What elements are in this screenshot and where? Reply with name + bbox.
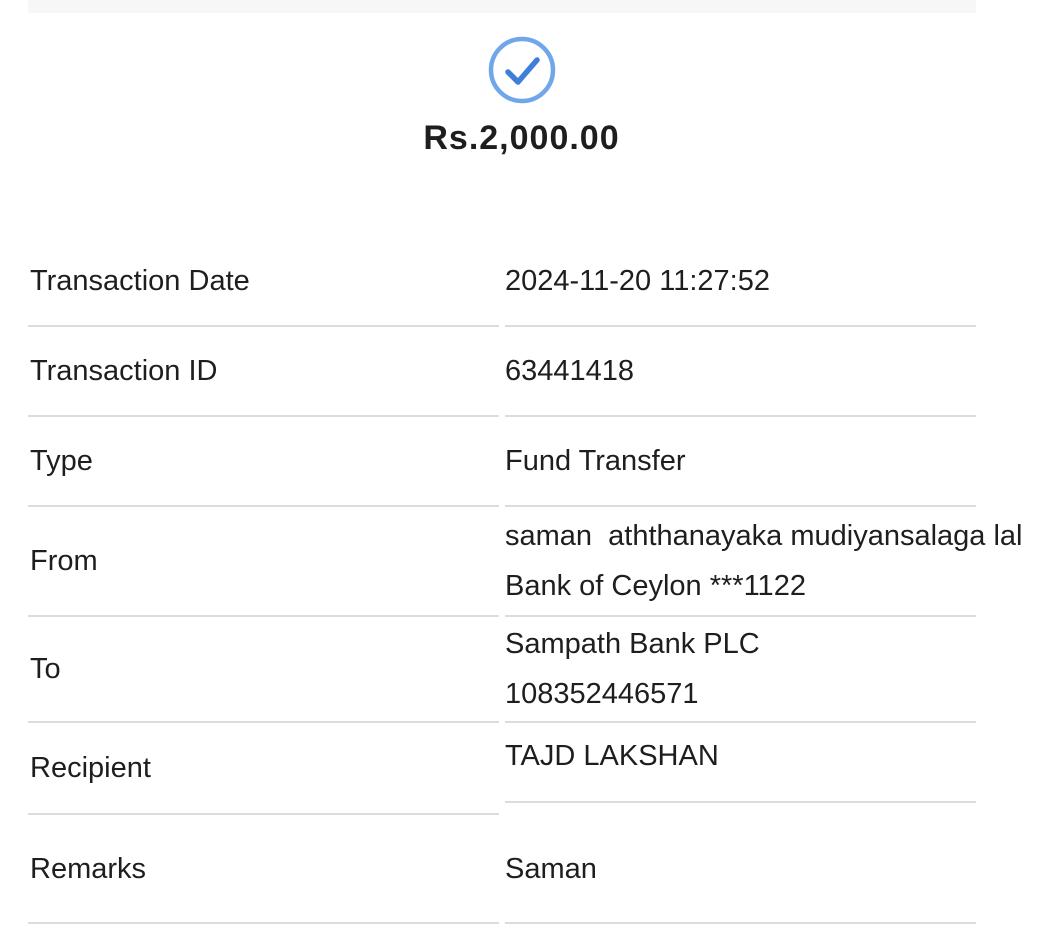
detail-row: [28, 617, 976, 723]
transaction-details-table: [28, 237, 1023, 924]
detail-value-line: saman aththanayaka mudiyansalaga lal: [505, 520, 1023, 552]
detail-value-line: 108352446571: [505, 678, 699, 710]
detail-value: [505, 507, 1023, 617]
detail-value: [505, 617, 976, 723]
detail-label: Transaction Date: [28, 237, 499, 327]
detail-value: [505, 417, 976, 507]
detail-value-line: Fund Transfer: [505, 445, 686, 477]
detail-row: [28, 815, 976, 924]
top-status-bar: [28, 0, 976, 13]
transaction-amount: Rs.2,000.00: [423, 119, 620, 157]
detail-label: Remarks: [28, 815, 499, 924]
detail-value-line: Bank of Ceylon ***1122: [505, 570, 806, 602]
detail-value-line: 2024-11-20 11:27:52: [505, 265, 770, 297]
detail-row: [28, 507, 1023, 617]
detail-value-line: TAJD LAKSHAN: [505, 740, 719, 772]
detail-value: [505, 327, 976, 417]
detail-value: [505, 711, 976, 803]
detail-row: [28, 327, 976, 417]
detail-label: Recipient: [28, 723, 499, 815]
detail-value-line: 63441418: [505, 355, 635, 387]
detail-value-line: Sampath Bank PLC: [505, 628, 760, 660]
detail-label: To: [28, 617, 499, 723]
detail-label: Transaction ID: [28, 327, 499, 417]
check-circle-icon: [487, 35, 557, 105]
detail-row: [28, 237, 976, 327]
detail-value: [505, 237, 976, 327]
detail-row: [28, 723, 976, 815]
detail-label: Type: [28, 417, 499, 507]
detail-value: [505, 815, 976, 924]
success-icon-container: [0, 35, 1043, 110]
detail-value-line: Saman: [505, 852, 597, 885]
detail-row: [28, 417, 976, 507]
detail-label: From: [28, 507, 499, 617]
